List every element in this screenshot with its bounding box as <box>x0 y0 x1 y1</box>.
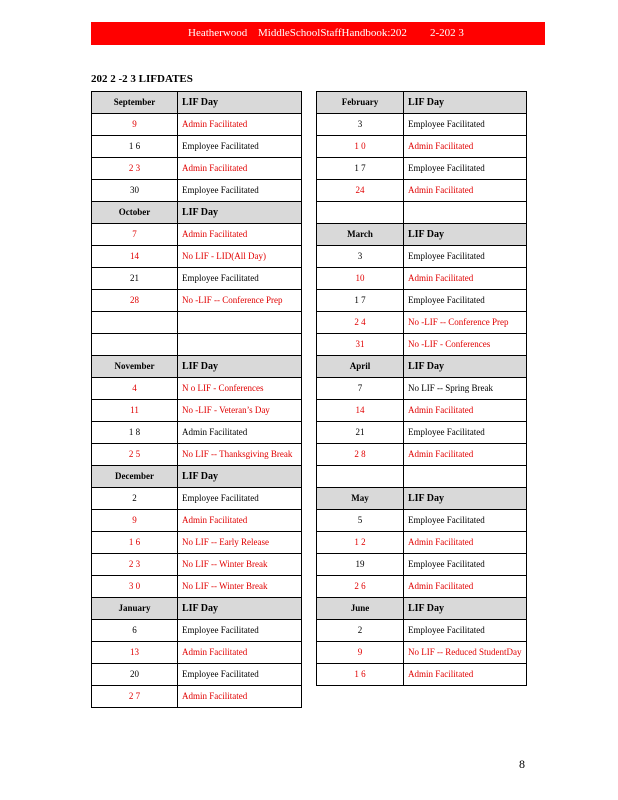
date-cell: 14 <box>92 246 178 268</box>
table-row <box>317 444 527 466</box>
lif-type-cell: Admin Facilitated <box>404 532 527 554</box>
date-cell <box>317 466 404 488</box>
header-years: 2-202 3 <box>430 27 464 39</box>
date-cell: 7 <box>92 224 178 246</box>
table-row <box>92 510 302 532</box>
date-cell: 21 <box>317 422 404 444</box>
right-lif-table <box>316 91 527 686</box>
date-cell: 9 <box>92 510 178 532</box>
month-header-row <box>92 598 302 620</box>
date-cell: 1 0 <box>317 136 404 158</box>
table-row <box>317 334 527 356</box>
table-row <box>317 246 527 268</box>
date-cell: 10 <box>317 268 404 290</box>
table-row <box>317 268 527 290</box>
date-cell: 1 7 <box>317 290 404 312</box>
lif-day-heading: LIF Day <box>178 598 302 620</box>
date-cell: 2 8 <box>317 444 404 466</box>
lif-type-cell: No LIF -- Thanksgiving Break <box>178 444 302 466</box>
blank-row <box>92 312 302 334</box>
date-cell <box>92 312 178 334</box>
month-name: February <box>317 92 404 114</box>
date-cell: 2 7 <box>92 686 178 708</box>
lif-type-cell: No -LIF - Veteran’s Day <box>178 400 302 422</box>
lif-type-cell: No LIF -- Reduced StudentDay <box>404 642 527 664</box>
blank-row <box>92 334 302 356</box>
lif-type-cell: Admin Facilitated <box>178 686 302 708</box>
lif-type-cell: Employee Facilitated <box>178 488 302 510</box>
lif-type-cell: Admin Facilitated <box>178 114 302 136</box>
table-row <box>92 422 302 444</box>
table-row <box>92 224 302 246</box>
table-row <box>317 576 527 598</box>
table-row <box>92 246 302 268</box>
lif-type-cell: N o LIF - Conferences <box>178 378 302 400</box>
page-number: 8 <box>519 757 525 771</box>
month-name: March <box>317 224 404 246</box>
date-cell: 7 <box>317 378 404 400</box>
lif-type-cell: Admin Facilitated <box>404 136 527 158</box>
table-row <box>92 532 302 554</box>
lif-day-heading: LIF Day <box>404 356 527 378</box>
date-cell: 1 6 <box>92 532 178 554</box>
table-row <box>317 378 527 400</box>
month-name: December <box>92 466 178 488</box>
table-row <box>92 620 302 642</box>
table-row <box>92 400 302 422</box>
lif-day-heading: LIF Day <box>178 356 302 378</box>
lif-type-cell: Admin Facilitated <box>404 576 527 598</box>
month-name: June <box>317 598 404 620</box>
left-lif-table <box>91 91 302 708</box>
table-row <box>317 620 527 642</box>
table-row <box>317 400 527 422</box>
month-header-row <box>92 466 302 488</box>
table-row <box>317 290 527 312</box>
table-row <box>317 510 527 532</box>
date-cell: 5 <box>317 510 404 532</box>
lif-type-cell: Admin Facilitated <box>178 158 302 180</box>
table-row <box>317 136 527 158</box>
lif-type-cell: Admin Facilitated <box>404 268 527 290</box>
lif-type-cell <box>404 466 527 488</box>
date-cell: 1 2 <box>317 532 404 554</box>
lif-type-cell: Employee Facilitated <box>404 510 527 532</box>
lif-day-heading: LIF Day <box>178 202 302 224</box>
lif-type-cell: No -LIF - Conferences <box>404 334 527 356</box>
table-row <box>317 312 527 334</box>
lif-type-cell: Employee Facilitated <box>404 158 527 180</box>
date-cell: 13 <box>92 642 178 664</box>
month-header-row <box>317 224 527 246</box>
lif-type-cell: Employee Facilitated <box>178 180 302 202</box>
lif-type-cell: Employee Facilitated <box>178 664 302 686</box>
date-cell: 2 4 <box>317 312 404 334</box>
date-cell <box>92 334 178 356</box>
date-cell: 28 <box>92 290 178 312</box>
lif-type-cell: No LIF -- Winter Break <box>178 576 302 598</box>
lif-type-cell: Employee Facilitated <box>404 290 527 312</box>
month-name: October <box>92 202 178 224</box>
lif-day-heading: LIF Day <box>178 92 302 114</box>
section-title: 202 2 -2 3 LIFDATES <box>91 73 193 85</box>
lif-type-cell <box>404 202 527 224</box>
date-cell: 2 6 <box>317 576 404 598</box>
table-row <box>92 686 302 708</box>
date-cell: 2 <box>317 620 404 642</box>
date-cell: 21 <box>92 268 178 290</box>
table-row <box>317 532 527 554</box>
table-row <box>92 158 302 180</box>
table-row <box>92 114 302 136</box>
date-cell: 3 <box>317 246 404 268</box>
lif-type-cell: No LIF -- Spring Break <box>404 378 527 400</box>
lif-type-cell: Employee Facilitated <box>178 620 302 642</box>
header-banner <box>91 22 545 45</box>
blank-row <box>317 202 527 224</box>
table-row <box>317 180 527 202</box>
date-cell: 3 0 <box>92 576 178 598</box>
lif-type-cell: Employee Facilitated <box>404 114 527 136</box>
table-row <box>317 422 527 444</box>
lif-type-cell: No LIF -- Winter Break <box>178 554 302 576</box>
date-cell: 2 <box>92 488 178 510</box>
lif-type-cell: No -LIF -- Conference Prep <box>178 290 302 312</box>
lif-day-heading: LIF Day <box>404 488 527 510</box>
table-row <box>92 378 302 400</box>
table-row <box>92 576 302 598</box>
lif-type-cell: Employee Facilitated <box>404 422 527 444</box>
month-name: November <box>92 356 178 378</box>
lif-type-cell: Admin Facilitated <box>178 422 302 444</box>
date-cell: 9 <box>92 114 178 136</box>
table-row <box>317 554 527 576</box>
date-cell: 6 <box>92 620 178 642</box>
header-handbook: MiddleSchoolStaffHandbook:202 <box>258 27 407 39</box>
date-cell <box>317 202 404 224</box>
month-header-row <box>317 598 527 620</box>
date-cell: 1 6 <box>92 136 178 158</box>
month-header-row <box>317 488 527 510</box>
month-name: September <box>92 92 178 114</box>
lif-type-cell: Admin Facilitated <box>404 664 527 686</box>
table-row <box>92 136 302 158</box>
date-cell: 9 <box>317 642 404 664</box>
month-name: May <box>317 488 404 510</box>
lif-type-cell: Employee Facilitated <box>178 136 302 158</box>
lif-type-cell: Employee Facilitated <box>404 246 527 268</box>
lif-type-cell: Admin Facilitated <box>404 180 527 202</box>
lif-type-cell: Employee Facilitated <box>404 620 527 642</box>
date-cell: 20 <box>92 664 178 686</box>
table-row <box>92 180 302 202</box>
date-cell: 24 <box>317 180 404 202</box>
date-cell: 1 7 <box>317 158 404 180</box>
table-row <box>92 444 302 466</box>
lif-type-cell: Admin Facilitated <box>178 642 302 664</box>
blank-row <box>317 466 527 488</box>
lif-day-heading: LIF Day <box>404 598 527 620</box>
table-row <box>92 554 302 576</box>
month-header-row <box>92 202 302 224</box>
lif-type-cell: Admin Facilitated <box>178 510 302 532</box>
date-cell: 30 <box>92 180 178 202</box>
table-row <box>92 268 302 290</box>
lif-type-cell: Admin Facilitated <box>404 444 527 466</box>
date-cell: 31 <box>317 334 404 356</box>
lif-day-heading: LIF Day <box>404 92 527 114</box>
month-name: January <box>92 598 178 620</box>
date-cell: 1 6 <box>317 664 404 686</box>
lif-type-cell <box>178 312 302 334</box>
table-row <box>92 290 302 312</box>
table-row <box>92 642 302 664</box>
lif-day-heading: LIF Day <box>178 466 302 488</box>
date-cell: 19 <box>317 554 404 576</box>
date-cell: 2 3 <box>92 554 178 576</box>
lif-type-cell: Admin Facilitated <box>178 224 302 246</box>
table-row <box>317 664 527 686</box>
date-cell: 2 5 <box>92 444 178 466</box>
lif-type-cell: No -LIF -- Conference Prep <box>404 312 527 334</box>
lif-type-cell: Employee Facilitated <box>178 268 302 290</box>
month-header-row <box>92 92 302 114</box>
lif-type-cell: No LIF -- Early Release <box>178 532 302 554</box>
month-header-row <box>317 92 527 114</box>
header-school: Heatherwood <box>188 27 248 39</box>
month-header-row <box>92 356 302 378</box>
table-row <box>317 158 527 180</box>
date-cell: 2 3 <box>92 158 178 180</box>
date-cell: 1 8 <box>92 422 178 444</box>
lif-type-cell: Admin Facilitated <box>404 400 527 422</box>
table-row <box>317 642 527 664</box>
lif-type-cell: No LIF - LID(All Day) <box>178 246 302 268</box>
month-name: April <box>317 356 404 378</box>
date-cell: 11 <box>92 400 178 422</box>
table-row <box>92 488 302 510</box>
lif-day-heading: LIF Day <box>404 224 527 246</box>
lif-type-cell: Employee Facilitated <box>404 554 527 576</box>
date-cell: 14 <box>317 400 404 422</box>
lif-type-cell <box>178 334 302 356</box>
table-row <box>92 664 302 686</box>
date-cell: 3 <box>317 114 404 136</box>
table-row <box>317 114 527 136</box>
date-cell: 4 <box>92 378 178 400</box>
month-header-row <box>317 356 527 378</box>
